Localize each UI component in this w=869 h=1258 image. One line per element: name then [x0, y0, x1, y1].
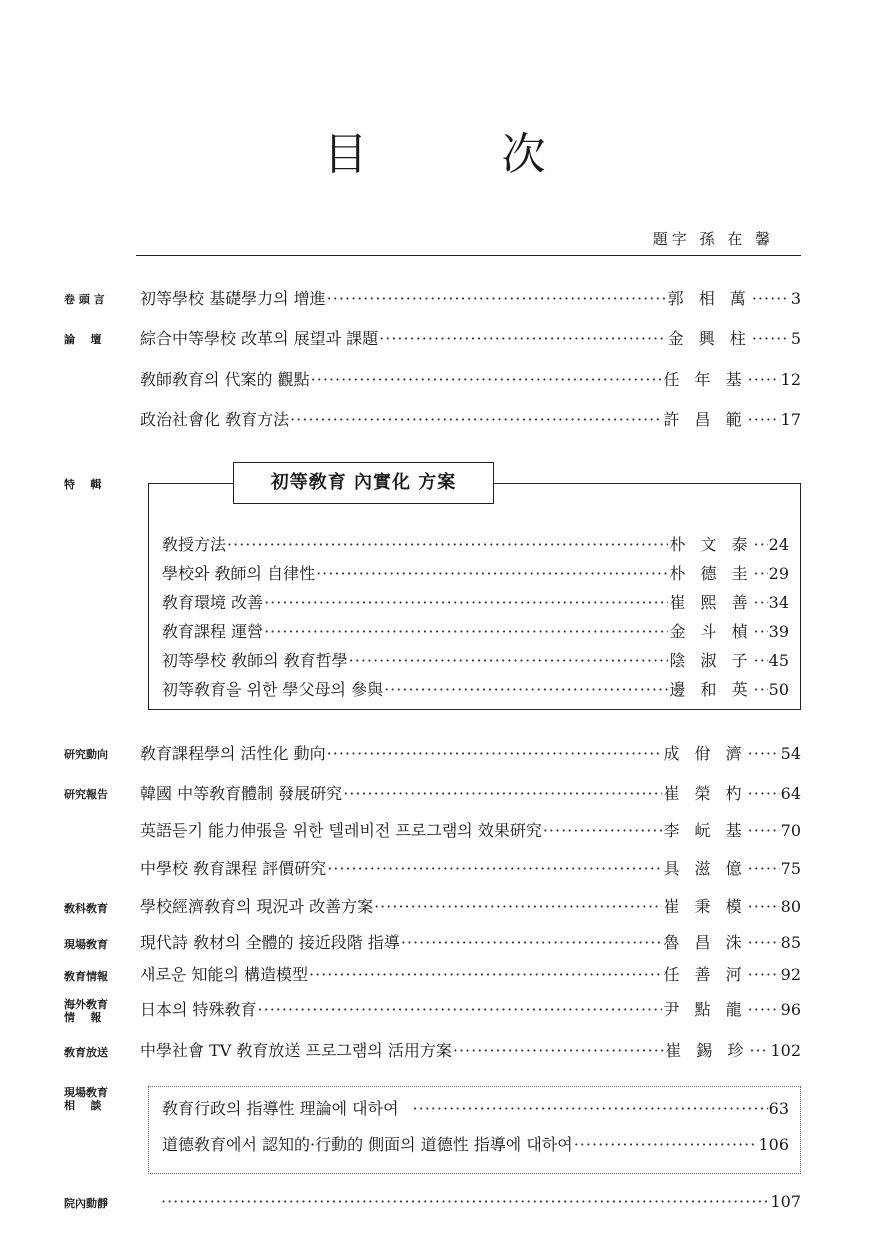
entry-page: 17 — [780, 410, 801, 429]
toc-entry[interactable] — [140, 288, 801, 310]
category-consultation: 現場敎育 相 談 — [64, 1086, 108, 1112]
toc-entry[interactable] — [162, 1098, 789, 1120]
dot-leader — [754, 621, 768, 643]
entry-page: 5 — [790, 329, 801, 348]
entry-page: 24 — [768, 535, 789, 554]
entry-author: 陰 淑 子 — [669, 651, 753, 670]
entry-title: 새로운 知能의 構造模型 — [140, 965, 308, 984]
dot-leader — [264, 592, 668, 614]
dot-leader — [748, 932, 780, 954]
dot-leader — [754, 592, 768, 614]
header-rule — [136, 255, 801, 256]
dot-leader — [384, 679, 668, 701]
feature-box-top-right — [494, 483, 801, 484]
dot-leader — [748, 896, 780, 918]
entry-title: 初等學校 敎師의 敎育哲學 — [162, 651, 348, 670]
entry-page: 107 — [770, 1192, 801, 1211]
entry-page: 70 — [780, 821, 801, 840]
entry-title: 學校經濟敎育의 現況과 改善方案 — [140, 897, 374, 916]
entry-author: 金 斗 楨 — [669, 622, 753, 641]
dot-leader — [264, 621, 668, 643]
category-research-reports: 研究報告 — [64, 788, 108, 801]
dot-leader — [748, 964, 780, 986]
entry-author: 邊 和 英 — [669, 680, 753, 699]
entry-title: 敎育環境 改善 — [162, 593, 264, 612]
toc-entry[interactable] — [140, 328, 801, 350]
toc-entry[interactable] — [162, 1134, 789, 1156]
entry-author: 崔 熙 善 — [669, 593, 753, 612]
toc-entry[interactable] — [140, 783, 801, 805]
category-overseas-info: 海外敎育 情 報 — [64, 998, 108, 1024]
toc-entry[interactable] — [140, 409, 801, 431]
toc-entry[interactable] — [162, 534, 789, 556]
entry-page: 64 — [780, 784, 801, 803]
dot-leader — [543, 820, 663, 842]
entry-page: 106 — [758, 1135, 789, 1154]
toc-entry[interactable] — [140, 743, 801, 765]
dot-leader — [748, 999, 780, 1021]
entry-page: 63 — [768, 1099, 789, 1118]
dot-leader — [752, 288, 790, 310]
category-education-info: 敎育情報 — [64, 970, 108, 983]
entry-page: 54 — [780, 744, 801, 763]
dot-leader — [748, 409, 780, 431]
entry-title: 道德敎育에서 認知的·行動的 側面의 道德性 指導에 대하여 — [162, 1135, 573, 1154]
entry-page: 102 — [770, 1041, 801, 1060]
entry-page: 3 — [790, 289, 801, 308]
entry-page: 75 — [780, 859, 801, 878]
dot-leader — [311, 369, 663, 391]
entry-author: 金 興 柱 — [667, 329, 751, 348]
dot-leader — [379, 328, 666, 350]
entry-title: 學校와 敎師의 自律性 — [162, 564, 316, 583]
entry-author: 崔 錫 珍 — [665, 1041, 749, 1060]
toc-entry[interactable] — [160, 1191, 801, 1213]
entry-author: 崔 秉 模 — [663, 897, 747, 916]
entry-title: 現代詩 敎材의 全體的 接近段階 指導 — [140, 933, 400, 952]
entry-page: 45 — [768, 651, 789, 670]
entry-author: 成 佾 濟 — [663, 744, 747, 763]
feature-box-top-left — [148, 483, 233, 484]
entry-title: 敎授方法 — [162, 535, 227, 554]
toc-entry[interactable] — [162, 563, 789, 585]
dot-leader — [574, 1134, 758, 1156]
category-research-trends: 研究動向 — [64, 748, 108, 761]
entry-title: 敎師敎育의 代案的 觀點 — [140, 370, 310, 389]
dot-leader — [453, 1040, 664, 1062]
dot-leader — [161, 1191, 769, 1213]
dot-leader — [258, 999, 663, 1021]
entry-title: 敎育行政의 指導性 理論에 대하여 — [162, 1099, 399, 1118]
entry-author: 任 善 河 — [663, 965, 747, 984]
dot-leader — [754, 534, 768, 556]
toc-entry[interactable] — [140, 932, 801, 954]
entry-page: 85 — [780, 933, 801, 952]
entry-title: 政治社會化 敎育方法 — [140, 410, 290, 429]
entry-author: 崔 榮 杓 — [663, 784, 747, 803]
entry-title: 敎育課程學의 活性化 動向 — [140, 744, 326, 763]
toc-entry[interactable] — [162, 679, 789, 701]
toc-entry[interactable] — [162, 592, 789, 614]
toc-entry[interactable] — [140, 964, 801, 986]
dot-leader — [748, 369, 780, 391]
dot-leader — [327, 858, 662, 880]
entry-title: 韓國 中等敎育體制 發展硏究 — [140, 784, 343, 803]
entry-author: 朴 德 圭 — [669, 564, 753, 583]
dot-leader — [413, 1098, 768, 1120]
dot-leader — [748, 783, 780, 805]
entry-title: 英語듣기 能力伸張을 위한 텔레비전 프로그램의 效果硏究 — [140, 821, 542, 840]
entry-author: 任 年 基 — [663, 370, 747, 389]
dot-leader — [374, 896, 662, 918]
entry-author: 具 滋 億 — [663, 859, 747, 878]
dot-leader — [752, 328, 790, 350]
entry-page: 12 — [780, 370, 801, 389]
entry-author: 許 昌 範 — [663, 410, 747, 429]
toc-entry[interactable] — [140, 1040, 801, 1062]
dot-leader — [327, 288, 667, 310]
dot-leader — [349, 650, 669, 672]
dot-leader — [748, 820, 780, 842]
entry-title: 日本의 特殊敎育 — [140, 1000, 257, 1019]
category-forum: 論 壇 — [64, 333, 102, 346]
dot-leader — [327, 743, 663, 765]
entry-page: 50 — [768, 680, 789, 699]
entry-author: 李 岏 基 — [663, 821, 747, 840]
toc-entry[interactable] — [140, 896, 801, 918]
toc-entry[interactable] — [140, 858, 801, 880]
dot-leader — [754, 650, 768, 672]
dot-leader — [290, 409, 662, 431]
dot-leader — [749, 1040, 769, 1062]
entry-author: 郭 相 萬 — [667, 289, 751, 308]
category-broadcast: 敎育放送 — [64, 1046, 108, 1059]
entry-page: 39 — [768, 622, 789, 641]
entry-title: 初等學校 基礎學力의 增進 — [140, 289, 326, 308]
entry-author: 朴 文 泰 — [669, 535, 753, 554]
calligrapher-credit: 題字 孫 在 馨 — [652, 230, 774, 248]
dot-leader — [748, 858, 780, 880]
toc-entry[interactable] — [140, 369, 801, 391]
dot-leader — [316, 563, 668, 585]
entry-title: 綜合中等學校 改革의 展望과 課題 — [140, 329, 379, 348]
dot-leader — [227, 534, 668, 556]
entry-page: 29 — [768, 564, 789, 583]
entry-page: 34 — [768, 593, 789, 612]
dot-leader — [754, 563, 768, 585]
entry-title: 初等敎育을 위한 學父母의 參與 — [162, 680, 384, 699]
entry-title: 敎育課程 運營 — [162, 622, 264, 641]
dot-leader — [754, 679, 768, 701]
category-editorial: 卷 頭 言 — [64, 293, 105, 306]
page-title: 目 次 — [323, 129, 606, 180]
dot-leader — [309, 964, 662, 986]
entry-author: 魯 昌 洙 — [663, 933, 747, 952]
entry-page: 80 — [780, 897, 801, 916]
toc-entry[interactable] — [140, 820, 801, 842]
category-feature: 特 輯 — [64, 478, 102, 491]
category-field-education: 現場敎育 — [64, 938, 108, 951]
entry-author: 尹 點 龍 — [663, 1000, 747, 1019]
category-subject-education: 敎科敎育 — [64, 902, 108, 915]
toc-entry[interactable] — [162, 621, 789, 643]
entry-title: 中學社會 TV 敎育放送 프로그램의 活用方案 — [140, 1041, 452, 1060]
dot-leader — [748, 743, 780, 765]
entry-page: 92 — [780, 965, 801, 984]
category-institute-news: 院內動靜 — [64, 1197, 108, 1210]
entry-page: 96 — [780, 1000, 801, 1019]
entry-title: 中學校 敎育課程 評價硏究 — [140, 859, 327, 878]
dot-leader — [401, 932, 663, 954]
feature-title: 初等敎育 內實化 方案 — [233, 462, 494, 504]
toc-entry[interactable] — [140, 999, 801, 1021]
toc-entry[interactable] — [162, 650, 789, 672]
dot-leader — [343, 783, 662, 805]
